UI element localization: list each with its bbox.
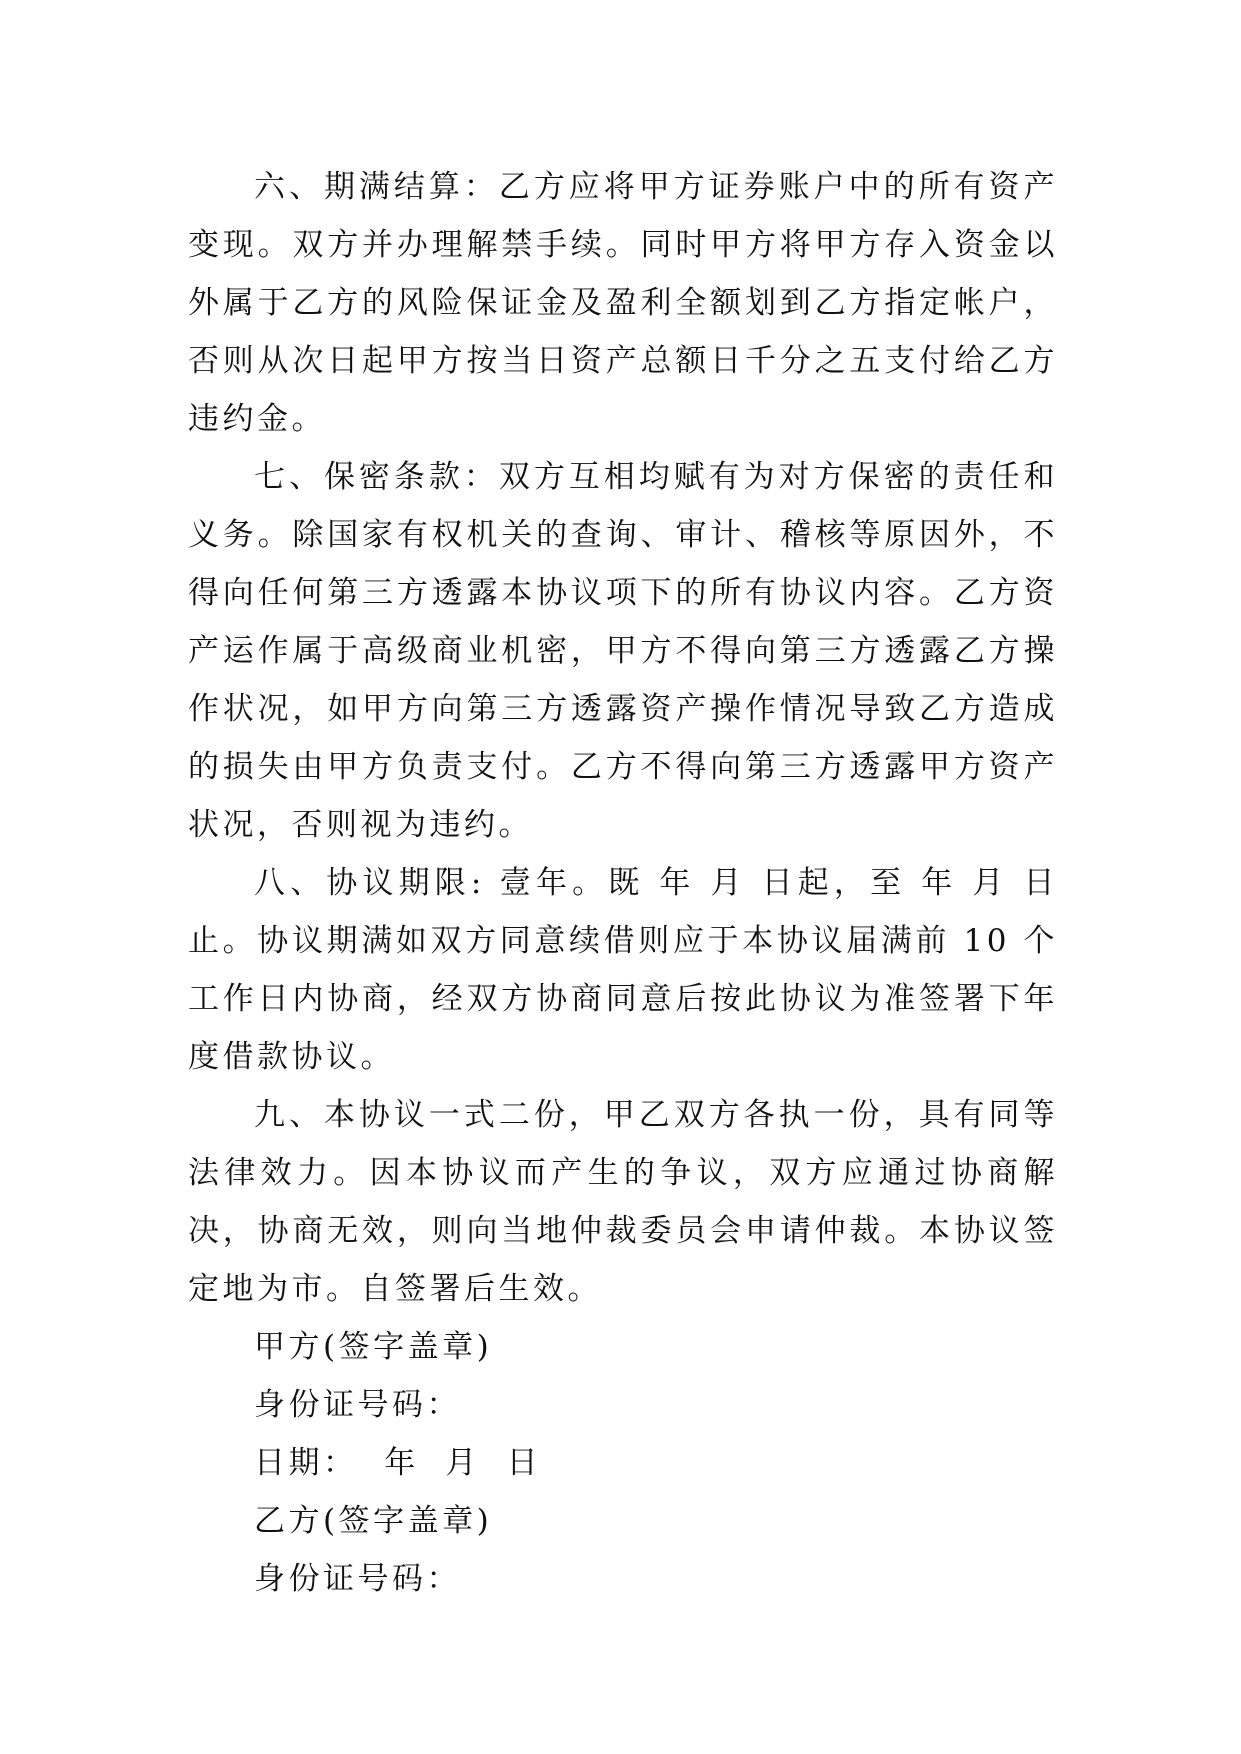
party-a-signature: 甲方(签字盖章) — [254, 1329, 493, 1365]
clause-seven-confidentiality: 七、保密条款：双方互相均赋有为对方保密的责任和义务。除国家有权机关的查询、审计、稽核等原因外，不得向任何第三方透露本协议项下的所有协议内容。乙方资产运作属于高级商业机密，甲方不得向第三方透露乙方操作状况，如甲方向第三方透露资产操作情况导致乙方造成的损失由甲方负责支付。乙方不得向第三方透露甲方资产状况，否则视为违约。 — [188, 459, 1058, 843]
party-a-id-number: 身份证号码： — [254, 1387, 461, 1423]
clause-six-settlement: 六、期满结算：乙方应将甲方证券账户中的所有资产变现。双方并办理解禁手续。同时甲方将甲方存入资金以外属于乙方的风险保证金及盈利全额划到乙方指定帐户，否则从次日起甲方按当日资产总额日千分之五支付给乙方违约金。 — [188, 169, 1058, 437]
clause-nine-validity: 九、本协议一式二份，甲乙双方各执一份，具有同等法律效力。因本协议而产生的争议，双方应通过协商解决，协商无效，则向当地仲裁委员会申请仲裁。本协议签定地为市。自签署后生效。 — [188, 1097, 1058, 1307]
party-b-signature: 乙方(签字盖章) — [254, 1503, 493, 1539]
document-page — [188, 158, 1058, 1608]
party-b-id-number: 身份证号码： — [254, 1561, 461, 1597]
signature-date: 日期： 年 月 日 — [254, 1445, 542, 1481]
signature-block — [188, 1318, 1058, 1608]
clause-eight-term: 八、协议期限: 壹年。既 年 月 日起，至 年 月 日止。协议期满如双方同意续借则应于本协议届满前 10 个工作日内协商，经双方协商同意后按此协议为准签署下年度借款协议。 — [188, 865, 1058, 1075]
